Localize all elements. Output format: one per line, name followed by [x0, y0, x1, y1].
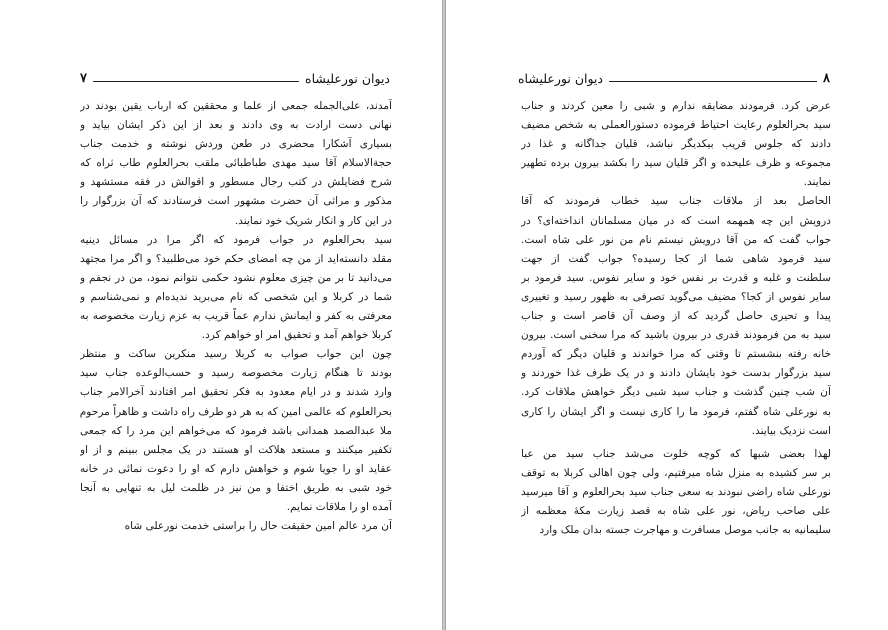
text-line: مذکور و مراثی آن حضرت مشهور است فرستادند که آن بزرگوار را — [80, 195, 392, 208]
text-line: آمدند، علی‌الجمله جمعی از علما و محققین که ارباب یقین بودند در — [80, 100, 392, 112]
text-line: ملا عبدالصمد همدانی باشد فرمود که می‌خواهم این مرد را که جمعی — [80, 424, 392, 437]
text-line: سایر نفوس از کجا؟ مضیف می‌گوید تصرفی به ظهور رسید و تغییری — [521, 290, 831, 303]
text-line: کربلا خواهم آمد و تحقیق امر او خواهم کرد. — [201, 329, 392, 342]
text-line: نهانی دست ارادت به وی دادند و بعد از این ذکر ایشان بیاید و — [80, 119, 392, 132]
text-line: الحاصل بعد از ملاقات جناب سید خطاب فرمودند که آقا — [521, 195, 831, 208]
text-line: چون این جواب صواب به کربلا رسید منکرین ساکت و منتظر — [80, 348, 392, 361]
text-line: نمایند. — [803, 176, 831, 189]
text-line: سید بحرالعلوم رعایت احتیاط فرموده دستورالعملی به شخص مضیف — [521, 119, 831, 132]
text-line: دادند که جلوس قریب بیکدیگر نباشد، قلیان جداگانه و غذا در — [521, 138, 831, 151]
text-line: خود شبی به طریق اختفا و من نیز در ظلمت لیل به تنهایی به آنجا — [80, 481, 392, 494]
text-line: است نزدیک بیایند. — [751, 424, 831, 437]
text-line: جواب گفت که من آقا درویش نیستم نام من نور علی شاه است. — [521, 233, 831, 246]
text-line: آن مرد عالم امین حقیقت حال را براستی خدمت نورعلی شاه — [124, 520, 392, 533]
text-line: حجةالاسلام آقا سید مهدی طباطبائی ملقب بحرالعلوم طاب ثراه که — [80, 157, 392, 170]
right-running-head — [518, 66, 830, 86]
right-page-number: ۸ — [823, 71, 830, 86]
left-running-title: دیوان نورعلیشاه — [305, 71, 390, 86]
text-line: مجموعه و ظرف علیحده و اگر قلیان سید را بکشد بیرون برده تطهیر — [521, 157, 831, 170]
text-line: آن شب چنین گذشت و جناب سید شبی دیگر خواهش ملاقات کرد. — [521, 386, 831, 399]
text-line: سید فرمود شاهی شما از کجا رسیده؟ جواب گفت از جهت — [521, 252, 831, 265]
text-line: مقلد دانسته‌اید از من چه امضای حکم خود می‌طلبید؟ و اگر مرا مجتهد — [80, 252, 392, 265]
left-body-text — [80, 97, 392, 536]
text-line: سید بزرگوار بدست خود بایشان دادند و در یک ظرف غذا خوردند و — [521, 367, 831, 380]
left-page-number: ۷ — [80, 71, 87, 86]
text-line: وارد شدند و در ایام معدود به فکر تحقیق امر افتادند آخرالامر جناب — [80, 386, 392, 399]
text-line: تکفیر میکنند و مستعد هلاکت او هستند در یک مجلس ببینم و از او — [80, 443, 392, 456]
text-line: علی صاحب ریاض، نور علی شاه به قصد زیارت مکهٔ معظمه از — [521, 504, 831, 517]
right-running-title: دیوان نورعلیشاه — [518, 71, 603, 86]
text-line: عرض کرد. فرمودند مضایقه ندارم و شبی را معین کردند و جناب — [521, 100, 831, 112]
text-line: سید به من فرمودند قدری در بیرون باشید که مرا سخنی است. بیرون — [521, 329, 831, 342]
text-line: شما در کربلا و این شخصی که نام می‌برید ندیده‌ام و نمی‌شناسم و — [80, 290, 392, 303]
right-body-text — [521, 97, 831, 540]
text-line: به نورعلی شاه گفتم، فرمود ما را کاری نیست و اگر ایشان را کاری — [521, 405, 831, 418]
text-line: سلیمانیه به جانب موصل مسافرت و مهاجرت جسته بدان ملک وارد — [539, 524, 831, 537]
right-page — [446, 0, 888, 630]
text-line: شرح فضایلش در کتب رجال مسطور و اقوالش در فقه مستشهد و — [80, 176, 392, 189]
text-line: معرفتی به کفر و ایمانش ندارم عماً قریب به عزم زیارت مخصوصه به — [80, 310, 392, 323]
text-line: سلطنت و غلبه و قدرت بر نفس خود و سایر نفوس. سید فرمود بر — [521, 271, 831, 284]
text-line: نورعلی شاه راضی نبودند به سعی جناب سید بحرالعلوم و آقا میرسید — [521, 485, 831, 498]
text-line: بر سر کشیده به منزل شاه میرفتیم، ولی چون اهالی کربلا به توقف — [521, 466, 831, 479]
left-running-head — [80, 66, 390, 86]
text-line: خانه رفته بنشستم تا وقتی که مرا خواندند و قلیان دیگر که آوردم — [521, 348, 831, 361]
text-line: بودند تا هنگام زیارت مخصوصه رسید و حسب‌الوعده جناب سید — [80, 367, 392, 380]
right-header-rule — [609, 81, 817, 82]
left-page — [0, 0, 442, 630]
text-line: عقاید او را جویا شوم و خواهش دارم که او را دعوت نمائی در خانه — [80, 462, 392, 475]
text-line: می‌دانید تا بر من چیزی معلوم نشود حکمی نتوانم نمود، من در نجفم و — [80, 271, 392, 284]
text-line: سید بحرالعلوم در جواب فرمود که اگر مرا در مسائل دینیه — [80, 233, 392, 246]
text-line: در این کار و انکار شریک خود نمایند. — [234, 214, 392, 227]
text-line: بحرالعلوم که عالمی امین که به هر دو طرف راه داشت و ظاهراً مرحوم — [80, 405, 392, 418]
left-header-rule — [93, 81, 299, 82]
text-line: لهذا بعضی شبها که کوچه خلوت می‌شد جناب سید من عبا — [521, 447, 831, 460]
text-line: پیدا و تحیری حاصل گردید که از وصف آن قاصر است و جناب — [521, 310, 831, 323]
text-line: آمده او را ملاقات نمایم. — [286, 500, 392, 513]
text-line: درویش این چه همهمه است که در میان مسلمانان انداخته‌ای؟ در — [521, 214, 831, 227]
text-line: بسیاری آشکارا محضری در طعن وردش نوشته و خدمت جناب — [80, 138, 392, 151]
